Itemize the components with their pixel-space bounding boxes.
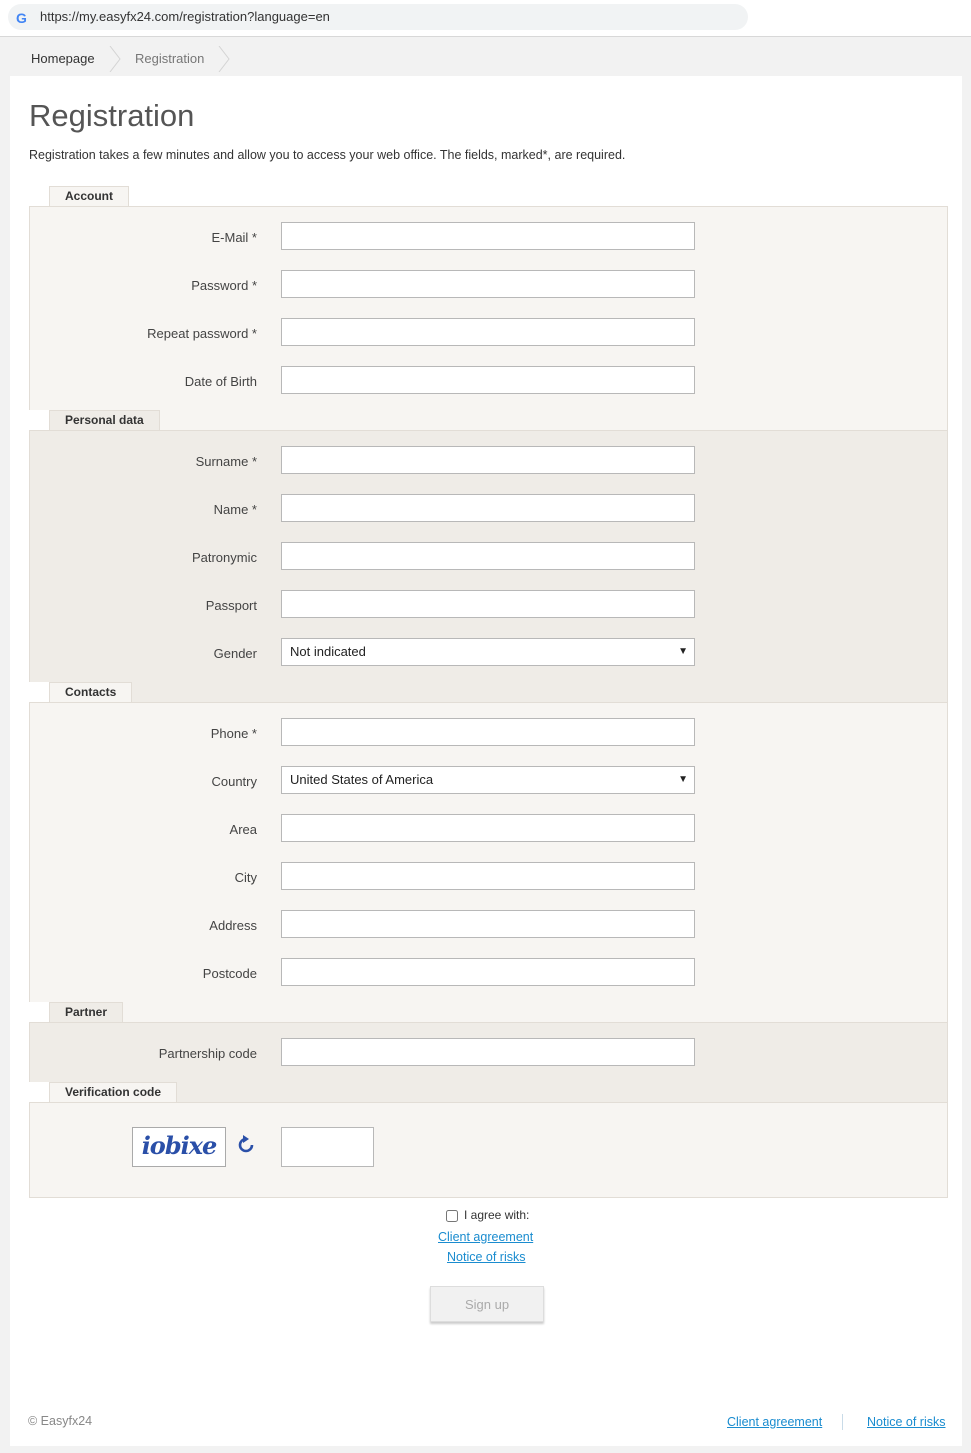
- browser-address-bar: [0, 0, 971, 37]
- phone-input[interactable]: [281, 718, 695, 746]
- footer-copyright: © Easyfx24: [28, 1414, 93, 1428]
- name-label: Name *: [213, 502, 257, 517]
- partnership-code-label: Partnership code: [158, 1046, 257, 1061]
- chevron-right-icon: [217, 46, 231, 72]
- address-input[interactable]: [281, 910, 695, 938]
- passport-row: [30, 590, 947, 620]
- password-input[interactable]: [281, 270, 695, 298]
- agree-checkbox[interactable]: [446, 1210, 458, 1222]
- url-text[interactable]: https://my.easyfx24.com/registration?language=en: [40, 9, 330, 24]
- country-value: United States of America: [290, 772, 434, 787]
- surname-row: [30, 446, 947, 476]
- chevron-right-icon: [108, 46, 122, 72]
- patronymic-row: [30, 542, 947, 572]
- section-personal: [29, 430, 948, 703]
- notice-of-risks-link[interactable]: Notice of risks: [447, 1250, 526, 1264]
- area-input[interactable]: [281, 814, 695, 842]
- phone-row: [30, 718, 947, 748]
- password-row: [30, 270, 947, 300]
- area-label: Area: [229, 822, 257, 837]
- page-title: Registration: [29, 98, 195, 133]
- page-subtitle: Registration takes a few minutes and allow you to access your web office. The fields, marked*, are required.: [29, 148, 626, 162]
- password-label: Password *: [191, 278, 257, 293]
- section-tab-partner: Partner: [29, 1002, 123, 1022]
- breadcrumb-current: Registration: [135, 51, 205, 66]
- email-input[interactable]: [281, 222, 695, 250]
- footer-client-agreement-link[interactable]: Client agreement: [727, 1415, 823, 1429]
- name-row: [30, 494, 947, 524]
- address-label: Address: [209, 918, 257, 933]
- footer-notice-of-risks-link[interactable]: Notice of risks: [867, 1415, 946, 1429]
- breadcrumb: [10, 44, 971, 74]
- country-select[interactable]: [281, 766, 695, 794]
- refresh-icon[interactable]: [235, 1134, 257, 1156]
- captcha-image: iobixe: [132, 1127, 226, 1167]
- name-input[interactable]: [281, 494, 695, 522]
- email-label: E-Mail *: [211, 230, 257, 245]
- section-tab-verification: Verification code: [29, 1082, 177, 1102]
- surname-label: Surname *: [195, 454, 257, 469]
- email-row: [30, 222, 947, 252]
- country-row: [30, 766, 947, 796]
- passport-label: Passport: [205, 598, 257, 613]
- agree-row: [446, 1208, 529, 1222]
- sign-up-button[interactable]: Sign up: [430, 1286, 544, 1322]
- main-panel: [10, 76, 962, 1446]
- client-agreement-link[interactable]: Client agreement: [438, 1230, 534, 1244]
- section-tab-account: Account: [29, 186, 129, 206]
- gender-row: [30, 638, 947, 668]
- dob-label: Date of Birth: [184, 374, 257, 389]
- country-label: Country: [211, 774, 257, 789]
- gender-value: Not indicated: [290, 644, 366, 659]
- section-tab-contacts: Contacts: [29, 682, 132, 702]
- city-input[interactable]: [281, 862, 695, 890]
- google-icon: G: [16, 10, 27, 26]
- postcode-label: Postcode: [202, 966, 257, 981]
- patronymic-label: Patronymic: [191, 550, 257, 565]
- dropdown-arrow-icon: ▼: [678, 774, 688, 785]
- partnership-code-input[interactable]: [281, 1038, 695, 1066]
- section-verification: [29, 1102, 948, 1198]
- section-contacts: [29, 702, 948, 1023]
- section-account: [29, 206, 948, 430]
- section-tab-personal: Personal data: [29, 410, 160, 430]
- captcha-input[interactable]: [281, 1127, 374, 1167]
- phone-label: Phone *: [210, 726, 257, 741]
- repeat-password-input[interactable]: [281, 318, 695, 346]
- area-row: [30, 814, 947, 844]
- address-row: [30, 910, 947, 940]
- gender-select[interactable]: [281, 638, 695, 666]
- partnership-code-row: [30, 1038, 947, 1068]
- agree-label: I agree with:: [464, 1208, 530, 1222]
- gender-label: Gender: [213, 646, 257, 661]
- repeat-password-row: [30, 318, 947, 348]
- breadcrumb-home[interactable]: Homepage: [31, 51, 95, 66]
- postcode-input[interactable]: [281, 958, 695, 986]
- surname-input[interactable]: [281, 446, 695, 474]
- footer-divider: [842, 1414, 843, 1430]
- passport-input[interactable]: [281, 590, 695, 618]
- city-label: City: [234, 870, 257, 885]
- patronymic-input[interactable]: [281, 542, 695, 570]
- repeat-password-label: Repeat password *: [147, 326, 257, 341]
- postcode-row: [30, 958, 947, 988]
- dob-input[interactable]: [281, 366, 695, 394]
- city-row: [30, 862, 947, 892]
- dropdown-arrow-icon: ▼: [678, 646, 688, 657]
- dob-row: [30, 366, 947, 396]
